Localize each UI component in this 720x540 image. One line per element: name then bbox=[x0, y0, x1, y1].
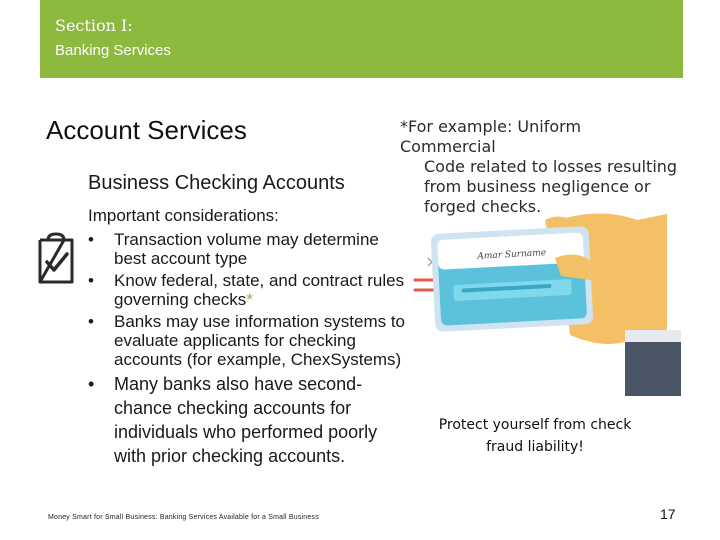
considerations-label: Important considerations: bbox=[88, 206, 279, 225]
protect-callout bbox=[410, 414, 660, 458]
callout-line: fraud liability! bbox=[486, 439, 584, 455]
slide-subheading: Business Checking Accounts bbox=[88, 172, 345, 194]
slide-title: Account Services bbox=[46, 115, 247, 145]
considerations-list bbox=[88, 230, 408, 471]
footnote-line: Code related to losses resulting bbox=[424, 157, 678, 176]
list-item bbox=[88, 372, 408, 468]
bullet-marker: • bbox=[88, 230, 94, 249]
check-signature: Amar Surname bbox=[477, 248, 547, 262]
footnote-line: forged checks. bbox=[424, 197, 542, 216]
callout-line: Protect yourself from check bbox=[438, 417, 632, 433]
hand-holding-check-icon bbox=[405, 200, 690, 400]
footnote-line: from business negligence or bbox=[424, 177, 651, 196]
bullet-marker: • bbox=[88, 312, 94, 331]
section-label: Section I: bbox=[55, 16, 133, 35]
bullet-text: Banks may use information systems to evaluate applicants for checking accounts (for example, ChexSystems) bbox=[114, 312, 406, 369]
slide-footer: Money Smart for Small Business: Banking Services Available for a Small Business bbox=[48, 514, 319, 521]
section-subtitle: Banking Services bbox=[55, 42, 171, 59]
footnote-line: Commercial bbox=[400, 137, 496, 156]
clipboard-check-icon bbox=[34, 232, 78, 286]
bullet-text: Know federal, state, and contract rules governing checks bbox=[114, 271, 405, 309]
list-item bbox=[88, 230, 408, 268]
bullet-marker: • bbox=[88, 271, 94, 290]
list-item bbox=[88, 271, 408, 309]
bullet-marker: • bbox=[88, 374, 95, 394]
section-header-bar bbox=[40, 0, 683, 78]
bullet-text: Many banks also have second-chance checking accounts for individuals who performed poorly with prior checking accounts. bbox=[114, 374, 378, 466]
list-item bbox=[88, 312, 408, 369]
page-number: 17 bbox=[660, 506, 676, 522]
bullet-text: Transaction volume may determine best account type bbox=[114, 230, 379, 268]
footnote-star: * bbox=[246, 290, 253, 309]
footnote-line: *For example: Uniform bbox=[400, 117, 582, 136]
